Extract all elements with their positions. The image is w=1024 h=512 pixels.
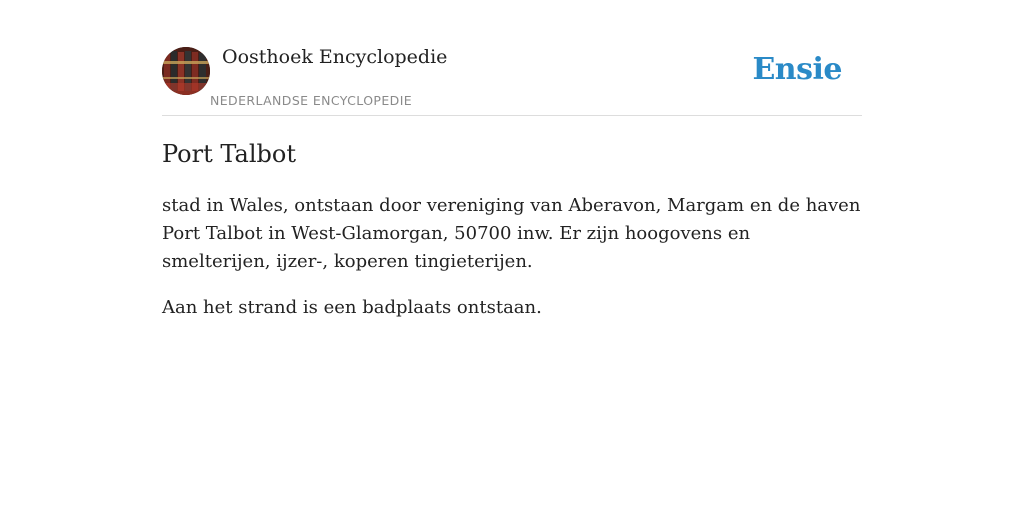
article [162, 138, 862, 340]
site-subtitle: NEDERLANDSE ENCYCLOPEDIE [210, 93, 413, 108]
article-title: Port Talbot [162, 140, 296, 168]
site-header [162, 40, 862, 116]
article-paragraph: Aan het strand is een badplaats ontstaan. [162, 297, 542, 318]
article-paragraph: stad in Wales, ontstaan door vereniging van Aberavon, Margam en de haven Port Talbot in West-Glamorgan, 50700 inw. Er zijn hoogovens en smelterijen, ijzer-, koperen tingieterijen. [162, 195, 861, 272]
encyclopedia-books-icon[interactable] [162, 47, 210, 95]
brand-logo-link[interactable]: Ensie [752, 52, 842, 87]
site-title-link[interactable]: Oosthoek Encyclopedie [222, 46, 448, 68]
